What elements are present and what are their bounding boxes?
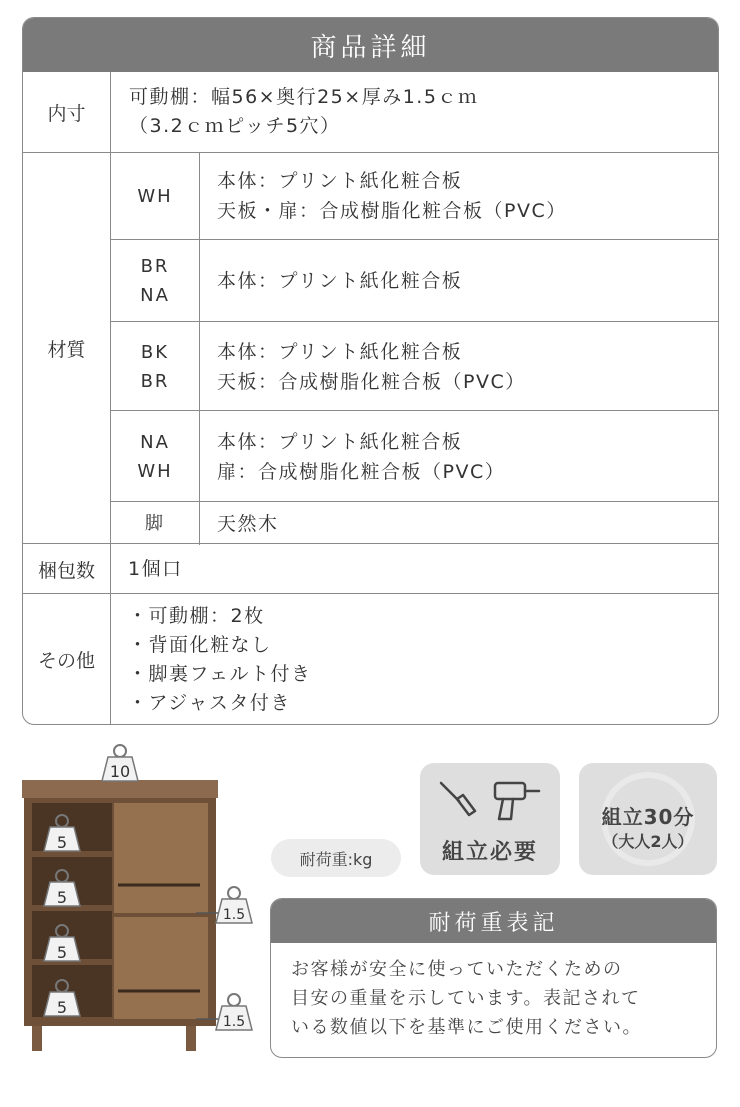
weight-shelf-value: 5 [56,943,68,962]
material-code-1: WH [137,185,173,207]
row-material [23,152,718,544]
material-line: 扉：合成樹脂化粧合板（PVC） [217,460,506,483]
material-row-wh [111,153,718,239]
material-code-1: NA [140,431,170,453]
spec-table [22,17,719,725]
weight-door-icon [216,887,252,923]
row-label-other: その他 [23,594,111,725]
assembly-required-badge [420,763,560,875]
material-code-1: BR [140,256,170,277]
notice-line: いる数値以下を基準にご使用ください。 [291,1017,642,1038]
other-item: ・背面化粧なし [128,633,272,656]
weight-door-value: 1.5 [222,1014,246,1030]
material-text [217,502,712,545]
material-code [111,502,200,545]
material-text [217,322,712,411]
weight-top-value: 10 [109,762,131,781]
row-other [23,593,718,725]
cabinet-leg [32,1026,42,1051]
other-item: ・脚裏フェルト付き [128,662,312,685]
row-label-packages: 梱包数 [23,544,111,594]
material-line: 本体：プリント紙化粧合板 [217,340,463,363]
assembly-time-badge [579,763,717,875]
other-item: ・可動棚：2枚 [128,604,265,627]
row-packages [23,543,718,594]
material-subtable [111,153,718,544]
material-line: 天板・扉：合成樹脂化粧合板（PVC） [217,200,567,222]
inner-size-line1: 可動棚：幅56×奥行25×厚み1.5ｃｍ [129,86,479,108]
spec-title: 商品詳細 [23,18,718,72]
material-code-2: WH [137,460,173,482]
material-line: 本体：プリント紙化粧合板 [217,270,463,292]
material-code [111,322,200,411]
cabinet-door-lower [114,917,208,1019]
weight-shelf-value: 5 [56,833,68,852]
load-notice [270,898,717,1058]
assembly-time-label: 組立30分 [601,805,695,829]
material-row-br-na [111,239,718,322]
assembly-required-label: 組立必要 [441,840,538,865]
material-row-bk-br [111,321,718,411]
material-line: 本体：プリント紙化粧合板 [217,170,463,192]
cabinet-top [22,780,218,798]
packages-value: 1個口 [128,557,183,580]
material-text [217,240,712,322]
material-line: 天然木 [217,512,279,535]
inner-size-value [129,72,708,152]
row-inner-size [23,72,718,152]
material-code [111,411,200,502]
material-code-2: NA [140,285,170,306]
notice-line: お客様が安全に使っていただくための [291,959,623,980]
cabinet-illustration [0,735,270,1065]
screwdriver-drill-icon [435,775,545,825]
assembly-people-label: （大人2人） [602,832,694,851]
notice-title: 耐荷重表記 [271,899,716,943]
material-code [111,240,200,322]
inner-size-line2: （3.2ｃｍピッチ5穴） [129,115,341,137]
material-line: 本体：プリント紙化粧合板 [217,430,463,453]
row-label-material: 材質 [23,153,111,544]
material-code-1: BK [140,341,170,363]
material-code-2: BR [140,370,170,392]
weight-door-value: 1.5 [222,907,246,923]
material-line: 天板：合成樹脂化粧合板（PVC） [217,370,526,393]
weight-shelf-value: 5 [56,888,68,907]
other-list [128,594,708,725]
material-code-1: 脚 [145,513,165,534]
notice-line: 目安の重量を示しています。表記されて [291,988,641,1009]
cabinet-leg [186,1026,196,1051]
material-code [111,153,200,239]
material-row-legs [111,501,718,545]
weight-door-icon [216,994,252,1030]
weight-top-icon [102,745,138,781]
other-item: ・アジャスタ付き [128,691,291,714]
material-text [217,411,712,502]
material-text [217,153,712,239]
material-row-na-wh [111,410,718,502]
cabinet-door-upper [114,803,208,913]
load-unit-label: 耐荷重:kg [271,839,401,877]
weight-shelf-value: 5 [56,998,68,1017]
notice-body [271,943,716,1042]
row-label-inner-size: 内寸 [23,72,111,152]
